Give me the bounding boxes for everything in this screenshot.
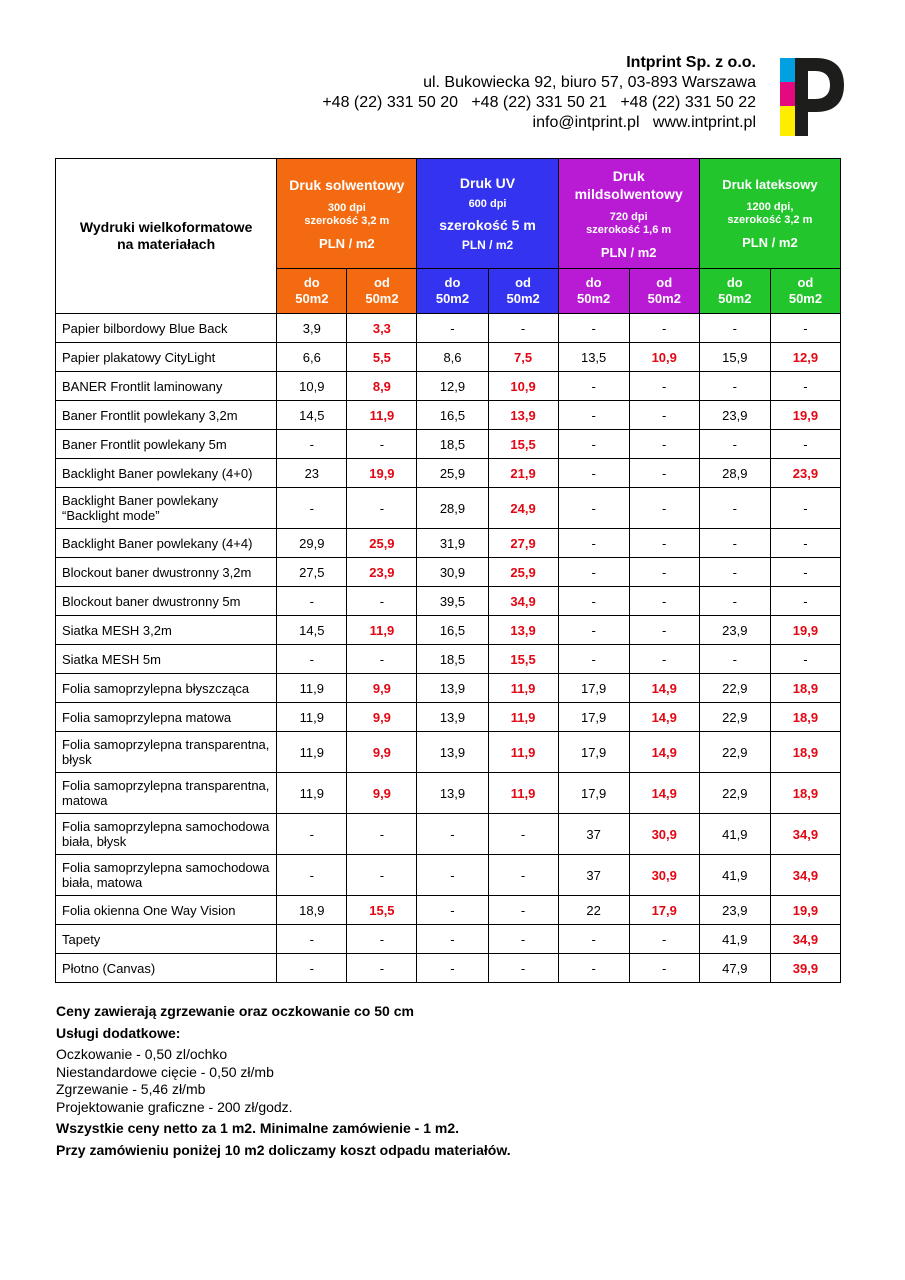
service-item: Oczkowanie - 0,50 zl/ochko bbox=[56, 1046, 228, 1062]
material-cell: Folia samoprzylepna samochodowa biała, matowa bbox=[56, 855, 277, 896]
price-cell-do-50: 18,5 bbox=[417, 645, 488, 674]
company-name: Intprint Sp. z o.o. bbox=[626, 54, 756, 71]
price-cell-do-50: - bbox=[417, 314, 488, 343]
price-cell-od-50: 9,9 bbox=[347, 773, 417, 814]
group-unit: PLN / m2 bbox=[461, 238, 514, 252]
price-cell-od-50: 10,9 bbox=[488, 372, 558, 401]
price-cell-od-50: 14,9 bbox=[629, 703, 699, 732]
subheader-do-50: do 50m2 bbox=[277, 269, 347, 314]
price-cell-do-50: 22,9 bbox=[699, 773, 770, 814]
footer-note1: Wszystkie ceny netto za 1 m2. Minimalne zamówienie - 1 m2. bbox=[56, 1120, 460, 1136]
material-cell: Blockout baner dwustronny 3,2m bbox=[56, 558, 277, 587]
price-cell-do-50: - bbox=[277, 855, 347, 896]
subheader-do-50: do 50m2 bbox=[417, 269, 488, 314]
table-body bbox=[56, 314, 841, 983]
price-cell-do-50: 23,9 bbox=[699, 616, 770, 645]
material-cell: Baner Frontlit powlekany 5m bbox=[56, 430, 277, 459]
price-cell-od-50: 15,5 bbox=[488, 645, 558, 674]
footer-line2: Usługi dodatkowe: bbox=[56, 1024, 181, 1041]
group-dpi: 720 dpi bbox=[609, 211, 648, 223]
price-cell-do-50: - bbox=[558, 925, 629, 954]
table-row bbox=[56, 430, 841, 459]
price-cell-od-50: - bbox=[770, 488, 840, 529]
group-unit: PLN / m2 bbox=[319, 235, 375, 251]
price-cell-do-50: 31,9 bbox=[417, 529, 488, 558]
price-cell-od-50: 18,9 bbox=[770, 674, 840, 703]
price-cell-do-50: 29,9 bbox=[277, 529, 347, 558]
price-cell-do-50: - bbox=[558, 954, 629, 983]
price-cell-od-50: 34,9 bbox=[770, 925, 840, 954]
price-cell-do-50: - bbox=[417, 855, 488, 896]
price-cell-od-50: - bbox=[488, 925, 558, 954]
price-cell-do-50: 41,9 bbox=[699, 814, 770, 855]
price-cell-do-50: 39,5 bbox=[417, 587, 488, 616]
group-width: szerokość 5 m bbox=[439, 217, 536, 233]
price-cell-od-50: - bbox=[770, 430, 840, 459]
price-cell-od-50: 12,9 bbox=[770, 343, 840, 372]
company-header bbox=[322, 53, 756, 133]
price-cell-do-50: 41,9 bbox=[699, 855, 770, 896]
price-cell-od-50: 11,9 bbox=[347, 401, 417, 430]
price-cell-od-50: 10,9 bbox=[629, 343, 699, 372]
group-name: Druk lateksowy bbox=[722, 177, 818, 192]
group-header-mildsolvent bbox=[558, 159, 699, 269]
price-cell-do-50: - bbox=[558, 488, 629, 529]
price-cell-od-50: 25,9 bbox=[488, 558, 558, 587]
group-name: Druk solwentowy bbox=[289, 176, 405, 193]
price-cell-od-50: - bbox=[488, 314, 558, 343]
price-cell-do-50: - bbox=[699, 587, 770, 616]
price-cell-od-50: 23,9 bbox=[347, 558, 417, 587]
group-unit: PLN / m2 bbox=[742, 235, 798, 250]
price-cell-do-50: 10,9 bbox=[277, 372, 347, 401]
subheader-od-50: od 50m2 bbox=[770, 269, 840, 314]
price-cell-do-50: - bbox=[699, 430, 770, 459]
material-cell: Papier bilbordowy Blue Back bbox=[56, 314, 277, 343]
subheader-od-50: od 50m2 bbox=[488, 269, 558, 314]
table-row bbox=[56, 773, 841, 814]
price-cell-do-50: - bbox=[417, 925, 488, 954]
price-cell-od-50: - bbox=[770, 645, 840, 674]
price-cell-od-50: 13,9 bbox=[488, 616, 558, 645]
group-header-solvent bbox=[277, 159, 417, 269]
price-cell-od-50: - bbox=[347, 488, 417, 529]
price-cell-od-50: - bbox=[629, 558, 699, 587]
table-row bbox=[56, 645, 841, 674]
price-cell-do-50: 13,9 bbox=[417, 674, 488, 703]
material-cell: Backlight Baner powlekany “Backlight mode” bbox=[56, 488, 277, 529]
price-cell-od-50: 14,9 bbox=[629, 773, 699, 814]
price-cell-od-50: 39,9 bbox=[770, 954, 840, 983]
price-cell-od-50: 11,9 bbox=[488, 773, 558, 814]
price-cell-do-50: 12,9 bbox=[417, 372, 488, 401]
price-cell-od-50: - bbox=[629, 459, 699, 488]
price-cell-od-50: 11,9 bbox=[488, 703, 558, 732]
price-cell-do-50: 15,9 bbox=[699, 343, 770, 372]
price-cell-od-50: - bbox=[488, 896, 558, 925]
price-cell-od-50: - bbox=[488, 954, 558, 983]
price-cell-do-50: - bbox=[558, 314, 629, 343]
price-cell-od-50: - bbox=[770, 529, 840, 558]
price-cell-do-50: 27,5 bbox=[277, 558, 347, 587]
company-contact: info@intprint.pl www.intprint.pl bbox=[532, 114, 756, 131]
price-cell-od-50: - bbox=[629, 372, 699, 401]
material-cell: Papier plakatowy CityLight bbox=[56, 343, 277, 372]
price-cell-do-50: 37 bbox=[558, 855, 629, 896]
price-cell-do-50: - bbox=[558, 645, 629, 674]
price-cell-od-50: 23,9 bbox=[770, 459, 840, 488]
price-cell-od-50: 13,9 bbox=[488, 401, 558, 430]
price-cell-do-50: - bbox=[277, 587, 347, 616]
group-dpi: 300 dpi bbox=[327, 201, 366, 214]
material-cell: Backlight Baner powlekany (4+4) bbox=[56, 529, 277, 558]
table-row bbox=[56, 401, 841, 430]
price-cell-do-50: 11,9 bbox=[277, 674, 347, 703]
price-cell-do-50: - bbox=[699, 314, 770, 343]
table-row bbox=[56, 814, 841, 855]
group-header-uv bbox=[417, 159, 558, 269]
price-cell-do-50: - bbox=[277, 488, 347, 529]
table-row bbox=[56, 459, 841, 488]
price-cell-do-50: - bbox=[558, 401, 629, 430]
table-row bbox=[56, 488, 841, 529]
table-row bbox=[56, 314, 841, 343]
price-cell-do-50: 11,9 bbox=[277, 703, 347, 732]
material-cell: Płotno (Canvas) bbox=[56, 954, 277, 983]
table-row bbox=[56, 925, 841, 954]
price-cell-do-50: - bbox=[558, 459, 629, 488]
price-cell-do-50: 28,9 bbox=[699, 459, 770, 488]
price-cell-od-50: - bbox=[770, 587, 840, 616]
price-cell-do-50: 30,9 bbox=[417, 558, 488, 587]
price-cell-od-50: 25,9 bbox=[347, 529, 417, 558]
material-cell: Siatka MESH 5m bbox=[56, 645, 277, 674]
group-width: szerokość 3,2 m bbox=[304, 214, 390, 227]
price-cell-od-50: - bbox=[347, 430, 417, 459]
price-cell-do-50: - bbox=[277, 430, 347, 459]
price-cell-do-50: 23,9 bbox=[699, 401, 770, 430]
price-cell-od-50: - bbox=[629, 529, 699, 558]
price-cell-od-50: 34,9 bbox=[488, 587, 558, 616]
price-cell-do-50: 28,9 bbox=[417, 488, 488, 529]
group-name: Druk mildsolwentowy bbox=[574, 168, 683, 202]
price-cell-do-50: - bbox=[417, 896, 488, 925]
price-cell-do-50: - bbox=[558, 558, 629, 587]
group-width: szerokość 1,6 m bbox=[586, 224, 672, 236]
price-cell-od-50: 15,5 bbox=[488, 430, 558, 459]
price-cell-od-50: - bbox=[770, 372, 840, 401]
price-cell-do-50: 23 bbox=[277, 459, 347, 488]
price-cell-do-50: 23,9 bbox=[699, 896, 770, 925]
service-item: Niestandardowe cięcie - 0,50 zł/mb bbox=[56, 1063, 274, 1080]
price-cell-od-50: 34,9 bbox=[770, 855, 840, 896]
footer-notes bbox=[56, 1003, 511, 1159]
price-cell-do-50: - bbox=[558, 616, 629, 645]
price-cell-do-50: 18,5 bbox=[417, 430, 488, 459]
price-cell-do-50: 13,9 bbox=[417, 773, 488, 814]
price-cell-od-50: 30,9 bbox=[629, 855, 699, 896]
price-cell-od-50: - bbox=[629, 616, 699, 645]
table-header bbox=[56, 159, 841, 314]
material-cell: Backlight Baner powlekany (4+0) bbox=[56, 459, 277, 488]
price-cell-od-50: - bbox=[629, 954, 699, 983]
price-cell-od-50: - bbox=[347, 855, 417, 896]
price-cell-od-50: 21,9 bbox=[488, 459, 558, 488]
price-cell-od-50: 17,9 bbox=[629, 896, 699, 925]
price-cell-od-50: - bbox=[488, 814, 558, 855]
price-cell-do-50: 17,9 bbox=[558, 703, 629, 732]
price-cell-od-50: - bbox=[629, 430, 699, 459]
table-row bbox=[56, 558, 841, 587]
price-cell-do-50: - bbox=[699, 372, 770, 401]
price-cell-od-50: 18,9 bbox=[770, 732, 840, 773]
price-cell-od-50: 9,9 bbox=[347, 703, 417, 732]
price-cell-do-50: 17,9 bbox=[558, 732, 629, 773]
price-cell-do-50: - bbox=[558, 372, 629, 401]
price-cell-od-50: - bbox=[629, 488, 699, 529]
price-cell-do-50: 22,9 bbox=[699, 703, 770, 732]
material-cell: Folia samoprzylepna transparentna, matowa bbox=[56, 773, 277, 814]
material-cell: Tapety bbox=[56, 925, 277, 954]
price-cell-do-50: 3,9 bbox=[277, 314, 347, 343]
footer-line1: Ceny zawierają zgrzewanie oraz oczkowanie co 50 cm bbox=[56, 1003, 414, 1019]
price-cell-do-50: - bbox=[699, 529, 770, 558]
price-cell-od-50: 7,5 bbox=[488, 343, 558, 372]
price-cell-od-50: - bbox=[347, 925, 417, 954]
group-name: Druk UV bbox=[459, 175, 516, 191]
group-header-latex bbox=[699, 159, 840, 269]
subheader-do-50: do 50m2 bbox=[558, 269, 629, 314]
price-cell-od-50: 11,9 bbox=[347, 616, 417, 645]
table-row bbox=[56, 703, 841, 732]
price-cell-od-50: - bbox=[347, 954, 417, 983]
material-cell: Folia samoprzylepna transparentna, błysk bbox=[56, 732, 277, 773]
footer-note2: Przy zamówieniu poniżej 10 m2 doliczamy koszt odpadu materiałów. bbox=[56, 1141, 511, 1158]
price-cell-do-50: - bbox=[558, 430, 629, 459]
price-cell-do-50: 11,9 bbox=[277, 732, 347, 773]
material-cell: Siatka MESH 3,2m bbox=[56, 616, 277, 645]
price-cell-od-50: - bbox=[347, 587, 417, 616]
table-title bbox=[56, 159, 277, 314]
price-cell-do-50: - bbox=[277, 814, 347, 855]
price-cell-od-50: 14,9 bbox=[629, 674, 699, 703]
price-cell-do-50: 13,9 bbox=[417, 732, 488, 773]
price-cell-do-50: - bbox=[558, 529, 629, 558]
price-cell-do-50: 14,5 bbox=[277, 616, 347, 645]
intprint-logo bbox=[780, 55, 844, 139]
material-cell: Baner Frontlit powlekany 3,2m bbox=[56, 401, 277, 430]
price-cell-od-50: 30,9 bbox=[629, 814, 699, 855]
price-cell-do-50: 16,5 bbox=[417, 616, 488, 645]
price-cell-od-50: 19,9 bbox=[770, 401, 840, 430]
price-cell-do-50: 22 bbox=[558, 896, 629, 925]
price-cell-do-50: 16,5 bbox=[417, 401, 488, 430]
material-cell: Folia samoprzylepna matowa bbox=[56, 703, 277, 732]
price-cell-od-50: - bbox=[347, 814, 417, 855]
price-cell-od-50: 5,5 bbox=[347, 343, 417, 372]
material-cell: Folia okienna One Way Vision bbox=[56, 896, 277, 925]
price-table bbox=[55, 158, 841, 983]
price-cell-od-50: - bbox=[629, 587, 699, 616]
group-unit: PLN / m2 bbox=[600, 245, 657, 260]
price-cell-od-50: 14,9 bbox=[629, 732, 699, 773]
material-cell: Folia samoprzylepna samochodowa biała, błysk bbox=[56, 814, 277, 855]
subheader-od-50: od 50m2 bbox=[629, 269, 699, 314]
price-cell-od-50: 34,9 bbox=[770, 814, 840, 855]
price-cell-od-50: - bbox=[629, 401, 699, 430]
price-cell-do-50: - bbox=[558, 587, 629, 616]
price-cell-od-50: 18,9 bbox=[770, 703, 840, 732]
price-cell-do-50: 6,6 bbox=[277, 343, 347, 372]
price-cell-do-50: 47,9 bbox=[699, 954, 770, 983]
price-cell-do-50: - bbox=[277, 925, 347, 954]
price-cell-od-50: - bbox=[629, 645, 699, 674]
price-cell-do-50: 13,9 bbox=[417, 703, 488, 732]
table-row bbox=[56, 855, 841, 896]
price-cell-do-50: - bbox=[277, 954, 347, 983]
price-cell-od-50: - bbox=[488, 855, 558, 896]
table-row bbox=[56, 732, 841, 773]
price-cell-od-50: - bbox=[770, 558, 840, 587]
price-cell-od-50: 19,9 bbox=[770, 616, 840, 645]
price-cell-do-50: 14,5 bbox=[277, 401, 347, 430]
price-cell-od-50: - bbox=[770, 314, 840, 343]
price-cell-do-50: 22,9 bbox=[699, 732, 770, 773]
price-cell-od-50: - bbox=[629, 314, 699, 343]
price-cell-do-50: 41,9 bbox=[699, 925, 770, 954]
company-address: ul. Bukowiecka 92, biuro 57, 03-893 Warszawa bbox=[423, 74, 756, 91]
price-cell-do-50: - bbox=[699, 558, 770, 587]
price-cell-od-50: 11,9 bbox=[488, 732, 558, 773]
table-title-line2: na materiałach bbox=[117, 236, 216, 252]
price-cell-do-50: 18,9 bbox=[277, 896, 347, 925]
service-item: Projektowanie graficzne - 200 zł/godz. bbox=[56, 1098, 293, 1115]
table-row bbox=[56, 954, 841, 983]
group-width: szerokość 3,2 m bbox=[727, 214, 813, 226]
price-cell-do-50: 8,6 bbox=[417, 343, 488, 372]
price-cell-do-50: - bbox=[699, 645, 770, 674]
subheader-od-50: od 50m2 bbox=[347, 269, 417, 314]
price-cell-do-50: 17,9 bbox=[558, 674, 629, 703]
table-title-line1: Wydruki wielkoformatowe bbox=[79, 219, 253, 235]
table-row bbox=[56, 372, 841, 401]
price-cell-od-50: 15,5 bbox=[347, 896, 417, 925]
price-cell-od-50: 24,9 bbox=[488, 488, 558, 529]
price-cell-od-50: 27,9 bbox=[488, 529, 558, 558]
price-cell-od-50: - bbox=[347, 645, 417, 674]
subheader-do-50: do 50m2 bbox=[699, 269, 770, 314]
table-row bbox=[56, 616, 841, 645]
price-cell-do-50: - bbox=[277, 645, 347, 674]
price-cell-do-50: 22,9 bbox=[699, 674, 770, 703]
price-cell-od-50: 18,9 bbox=[770, 773, 840, 814]
table-row bbox=[56, 674, 841, 703]
service-item: Zgrzewanie - 5,46 zł/mb bbox=[56, 1081, 206, 1097]
price-cell-do-50: - bbox=[417, 814, 488, 855]
price-cell-od-50: 9,9 bbox=[347, 674, 417, 703]
price-cell-od-50: 19,9 bbox=[770, 896, 840, 925]
table-row bbox=[56, 529, 841, 558]
material-cell: Folia samoprzylepna błyszcząca bbox=[56, 674, 277, 703]
price-cell-do-50: 25,9 bbox=[417, 459, 488, 488]
price-cell-do-50: 13,5 bbox=[558, 343, 629, 372]
company-phones: +48 (22) 331 50 20 +48 (22) 331 50 21 +48 (22) 331 50 22 bbox=[322, 94, 756, 111]
table-row bbox=[56, 896, 841, 925]
group-dpi: 600 dpi bbox=[468, 198, 507, 210]
price-cell-od-50: 9,9 bbox=[347, 732, 417, 773]
price-cell-od-50: 19,9 bbox=[347, 459, 417, 488]
price-cell-od-50: 8,9 bbox=[347, 372, 417, 401]
material-cell: BANER Frontlit laminowany bbox=[56, 372, 277, 401]
price-cell-od-50: - bbox=[629, 925, 699, 954]
table-row bbox=[56, 343, 841, 372]
price-cell-do-50: 17,9 bbox=[558, 773, 629, 814]
price-cell-do-50: - bbox=[699, 488, 770, 529]
group-dpi: 1200 dpi, bbox=[746, 201, 794, 213]
price-cell-do-50: 11,9 bbox=[277, 773, 347, 814]
price-cell-do-50: - bbox=[417, 954, 488, 983]
price-cell-od-50: 3,3 bbox=[347, 314, 417, 343]
price-cell-od-50: 11,9 bbox=[488, 674, 558, 703]
material-cell: Blockout baner dwustronny 5m bbox=[56, 587, 277, 616]
price-cell-do-50: 37 bbox=[558, 814, 629, 855]
table-row bbox=[56, 587, 841, 616]
